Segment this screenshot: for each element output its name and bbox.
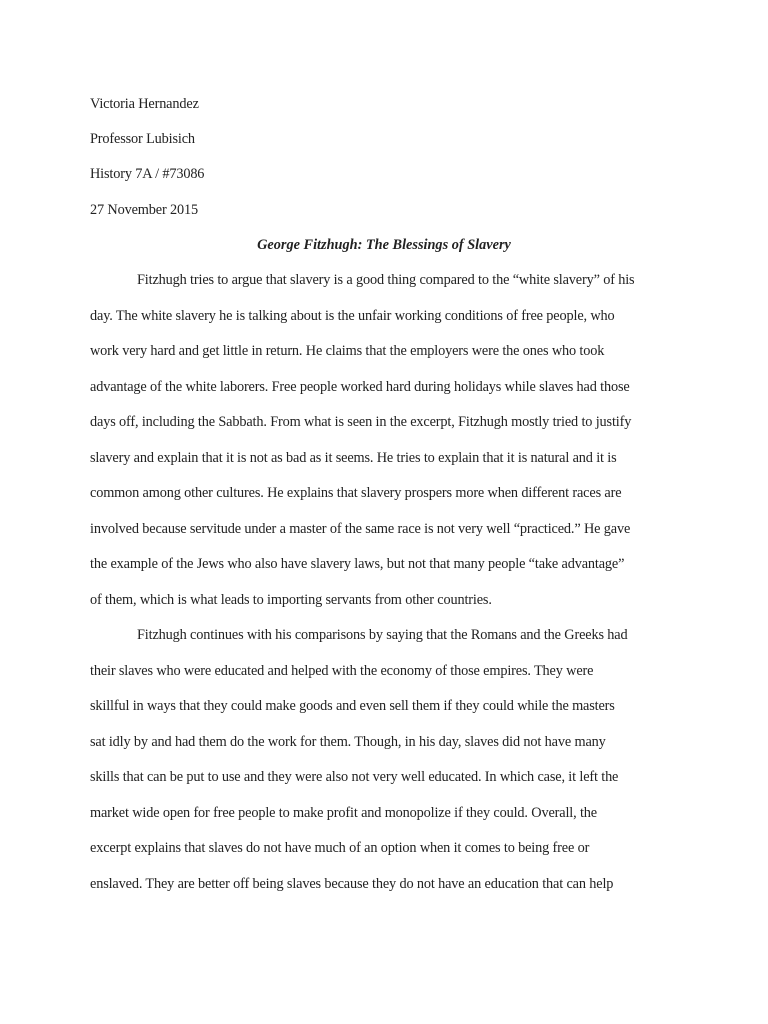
paragraph-line: work very hard and get little in return. He claims that the employers were the ones who took	[90, 343, 605, 359]
paragraph-line: the example of the Jews who also have slavery laws, but not that many people “take advantage”	[90, 556, 625, 572]
paragraph-line: skills that can be put to use and they were also not very well educated. In which case, it left the	[90, 769, 619, 785]
paragraph-line: days off, including the Sabbath. From what is seen in the excerpt, Fitzhugh mostly tried to justify	[90, 414, 632, 430]
paragraph-line: enslaved. They are better off being slaves because they do not have an education that can help	[90, 876, 614, 892]
student-name: Victoria Hernandez	[90, 96, 199, 112]
paragraph-line: market wide open for free people to make profit and monopolize if they could. Overall, the	[90, 805, 597, 821]
paragraph-line: slavery and explain that it is not as bad as it seems. He tries to explain that it is natural and it is	[90, 450, 617, 466]
paragraph-line: Fitzhugh continues with his comparisons by saying that the Romans and the Greeks had	[137, 627, 628, 643]
paragraph-line: common among other cultures. He explains that slavery prospers more when different races are	[90, 485, 622, 501]
professor-name: Professor Lubisich	[90, 131, 195, 147]
document-date: 27 November 2015	[90, 202, 198, 218]
paragraph-line: day. The white slavery he is talking about is the unfair working conditions of free people, who	[90, 308, 615, 324]
paragraph-line: advantage of the white laborers. Free people worked hard during holidays while slaves had those	[90, 379, 630, 395]
paragraph-line: Fitzhugh tries to argue that slavery is a good thing compared to the “white slavery” of his	[137, 272, 635, 288]
paragraph-line: sat idly by and had them do the work for them. Though, in his day, slaves did not have many	[90, 734, 606, 750]
paragraph-line: their slaves who were educated and helped with the economy of those empires. They were	[90, 663, 594, 679]
document-title: George Fitzhugh: The Blessings of Slavery	[257, 237, 511, 253]
course-info: History 7A / #73086	[90, 166, 205, 182]
paragraph-line: of them, which is what leads to importing servants from other countries.	[90, 592, 492, 608]
paragraph-line: skillful in ways that they could make goods and even sell them if they could while the masters	[90, 698, 615, 714]
paragraph-line: involved because servitude under a master of the same race is not very well “practiced.” He gave	[90, 521, 631, 537]
paragraph-line: excerpt explains that slaves do not have much of an option when it comes to being free or	[90, 840, 590, 856]
